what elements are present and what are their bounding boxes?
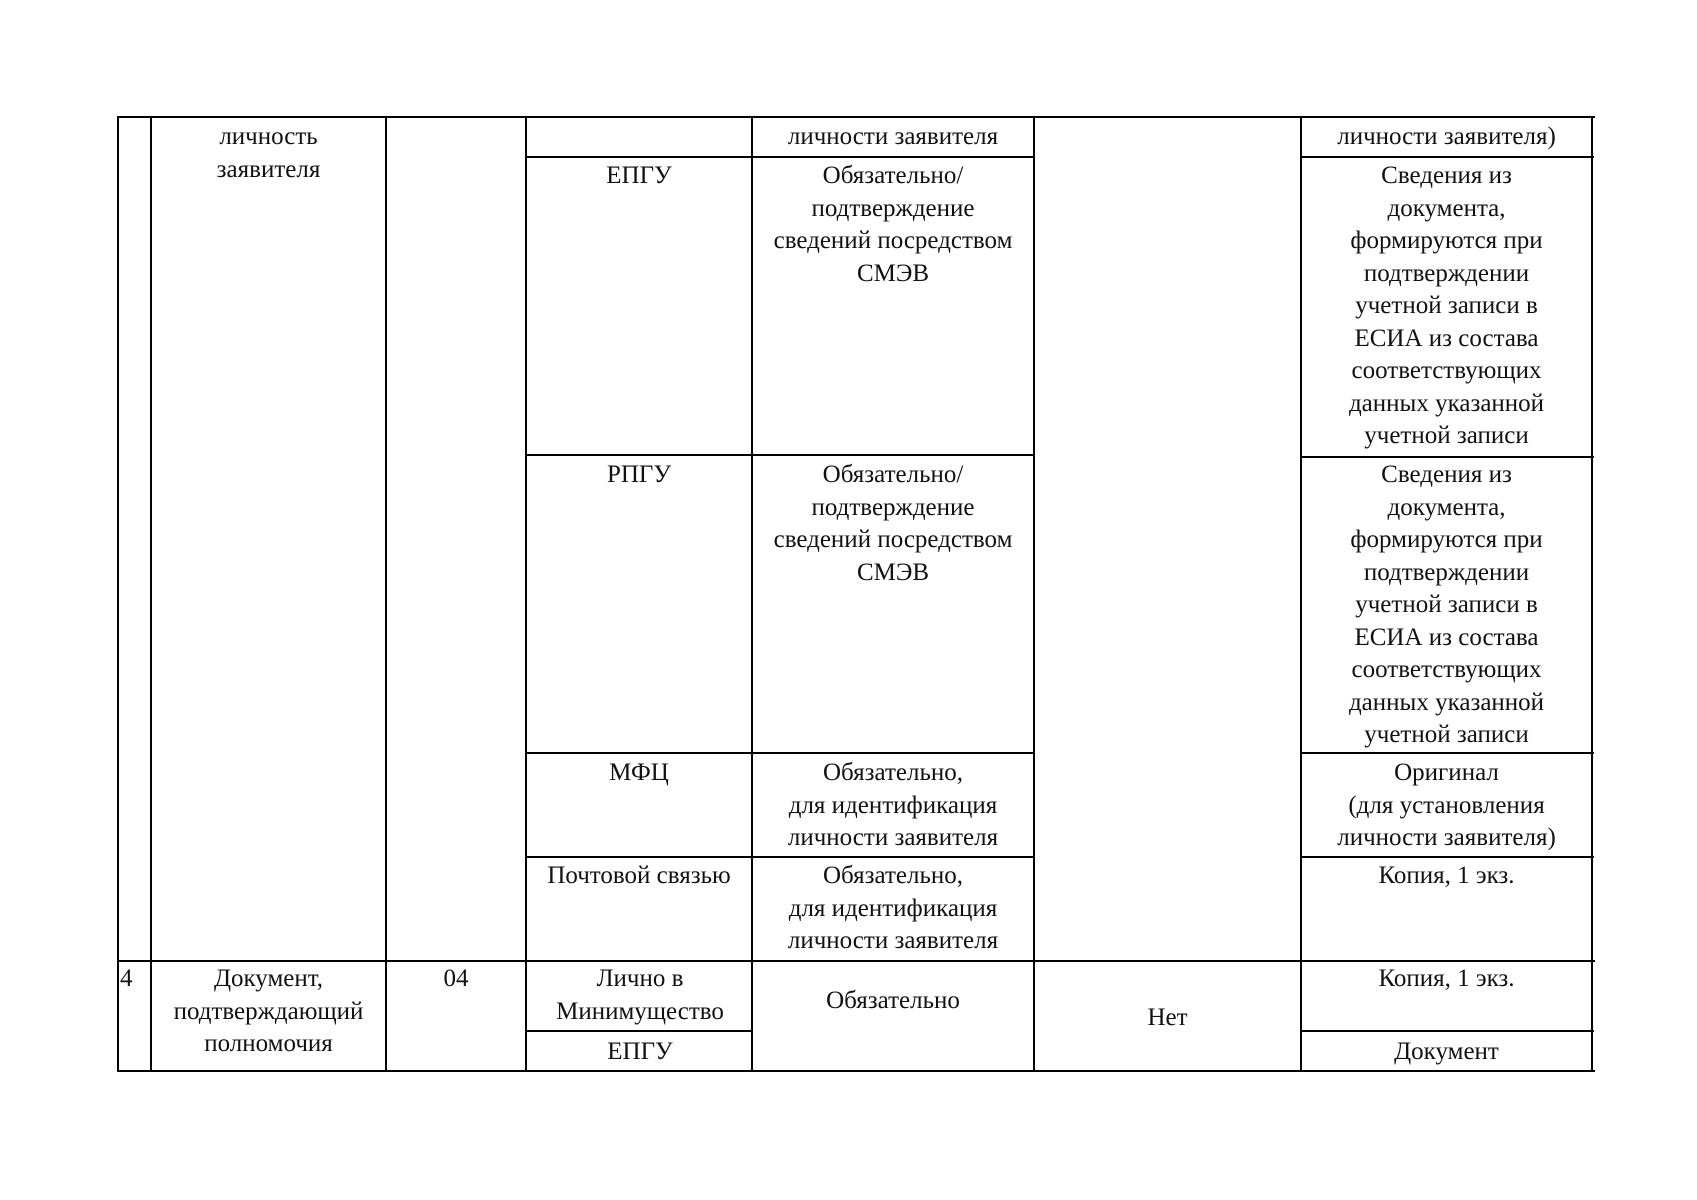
row3-form-epgu — [1302, 160, 1591, 453]
row4-method-epgu-text: ЕПГУ — [607, 1038, 673, 1065]
row4-requirement — [753, 985, 1033, 1018]
row3-top-form-text: личности заявителя) — [1337, 123, 1556, 150]
row3-method-post — [527, 860, 751, 893]
row3-form-post — [1302, 860, 1591, 893]
divider-epgu — [525, 454, 1033, 456]
divider-epgu-form — [1302, 456, 1594, 458]
row3-method-mfc — [527, 757, 751, 790]
row3-top-form — [1302, 121, 1591, 154]
row4-code — [387, 963, 525, 996]
row3-top-requirement-text: личности заявителя — [787, 123, 999, 150]
col-line-8 — [1591, 116, 1593, 1072]
row4-number-text: 4 — [120, 965, 133, 992]
row3-requirement-mfc-text: Обязательно, для идентификация личности заявителя — [787, 759, 999, 851]
row3-document-name — [152, 121, 385, 186]
row4-document-name — [152, 963, 385, 1061]
divider-row4-method — [527, 1030, 753, 1032]
row3-requirement-rpgu — [753, 459, 1033, 589]
row3-method-post-text: Почтовой связью — [547, 862, 731, 889]
divider-top-subrow-form — [1302, 156, 1594, 158]
row3-form-epgu-text: Сведения из документа, формируются при подтверждении учетной записи в ЕСИА из состава соответствующих данных указанной учетной записи — [1348, 162, 1545, 449]
divider-row4 — [117, 960, 1595, 962]
row3-form-rpgu-text: Сведения из документа, формируются при подтверждении учетной записи в ЕСИА из состава соответствующих данных указанной учетной записи — [1348, 461, 1545, 748]
row3-form-rpgu — [1302, 459, 1591, 752]
divider-row4-form — [1302, 1030, 1594, 1032]
col-line-6 — [1033, 116, 1035, 1072]
row3-form-mfc — [1302, 757, 1591, 855]
divider-mfc — [525, 856, 1033, 858]
divider-mfc-form — [1302, 856, 1594, 858]
row4-code-text: 04 — [443, 965, 469, 992]
col-line-3 — [385, 116, 387, 1072]
row3-requirement-post-text: Обязательно, для идентификация личности заявителя — [787, 862, 999, 954]
row4-method-epgu — [527, 1036, 753, 1069]
row4-number — [120, 963, 148, 996]
row3-document-name-text: личность заявителя — [216, 123, 321, 183]
top-border — [117, 116, 1595, 118]
row3-requirement-post — [753, 860, 1033, 958]
bottom-border — [117, 1070, 1595, 1072]
row3-top-requirement — [753, 121, 1033, 154]
row3-form-post-text: Копия, 1 экз. — [1378, 862, 1515, 889]
row3-requirement-epgu — [753, 160, 1033, 290]
col-line-2 — [150, 116, 152, 1072]
divider-rpgu — [525, 752, 1033, 754]
row3-method-epgu-text: ЕПГУ — [606, 162, 672, 189]
col-line-4 — [525, 116, 527, 1072]
row4-form-copy — [1302, 963, 1591, 996]
row4-extra-text: Нет — [1147, 1004, 1188, 1031]
row3-method-epgu — [527, 160, 751, 193]
row4-document-name-text: Документ, подтверждающий полномочия — [173, 965, 364, 1057]
row4-requirement-text: Обязательно — [826, 987, 960, 1014]
divider-top-subrow — [525, 156, 1033, 158]
row3-method-rpgu — [527, 459, 751, 492]
divider-rpgu-form — [1302, 752, 1594, 754]
row4-form-document — [1302, 1036, 1591, 1069]
row4-form-document-text: Документ — [1394, 1038, 1499, 1065]
row4-method-in-person-text: Лично в Минимущество — [556, 965, 724, 1025]
row3-requirement-mfc — [753, 757, 1033, 855]
row4-method-in-person — [527, 963, 753, 1028]
row3-method-rpgu-text: РПГУ — [606, 461, 672, 488]
row4-form-copy-text: Копия, 1 экз. — [1378, 965, 1515, 992]
row3-requirement-rpgu-text: Обязательно/ подтверждение сведений посредством СМЭВ — [773, 461, 1013, 586]
row3-form-mfc-text: Оригинал (для установления личности заявителя) — [1337, 759, 1556, 851]
col-line-1 — [117, 116, 119, 1072]
row3-requirement-epgu-text: Обязательно/ подтверждение сведений посредством СМЭВ — [773, 162, 1013, 287]
row3-method-mfc-text: МФЦ — [609, 759, 669, 786]
row4-extra — [1035, 1002, 1300, 1035]
